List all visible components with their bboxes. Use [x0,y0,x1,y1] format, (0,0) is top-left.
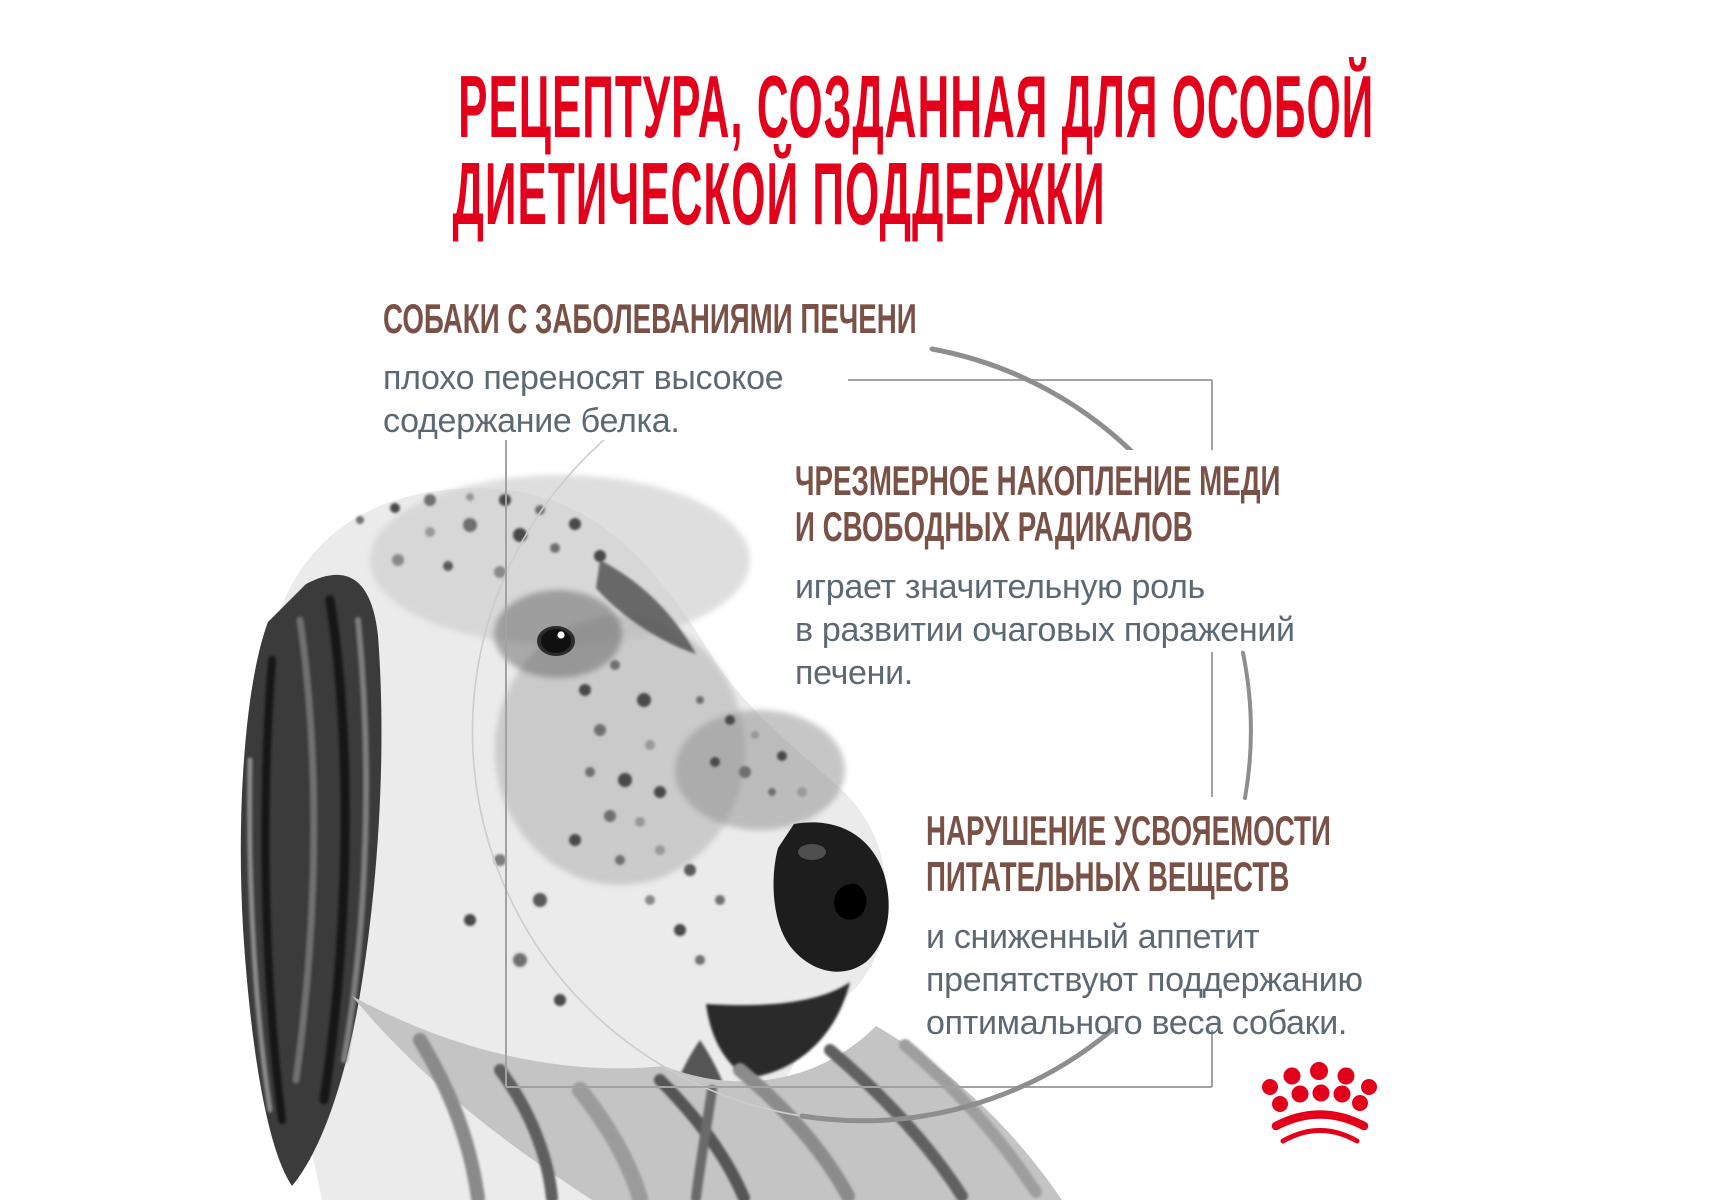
dog-eye [537,626,575,656]
title-line-1: РЕЦЕПТУРА, СОЗДАННАЯ ДЛЯ ОСОБОЙ [458,57,1375,156]
callout-2-heading: ЧРЕЗМЕРНОЕ НАКОПЛЕНИЕ МЕДИ И СВОБОДНЫХ РАДИКАЛОВ [795,457,1281,550]
callout-3-body: и сниженный аппетит препятствуют поддержанию оптимального веса собаки. [926,918,1363,1042]
callout-nutrient-absorption [918,800,1380,1045]
title-line-2: ДИЕТИЧЕСКОЙ ПОДДЕРЖКИ [452,144,1106,243]
connector-arc-1 [932,349,1145,465]
royal-canin-crown-icon [1262,1062,1377,1141]
callout-copper-accumulation [787,450,1400,695]
callout-1-body: плохо переносят высокое содержание белка. [383,359,784,440]
callout-liver-disease [375,288,917,440]
page-title [0,57,1558,243]
callout-3-heading: НАРУШЕНИЕ УСВОЯЕМОСТИ ПИТАТЕЛЬНЫХ ВЕЩЕСТВ [926,807,1331,900]
callout-1-heading: СОБАКИ С ЗАБОЛЕВАНИЯМИ ПЕЧЕНИ [383,295,917,342]
callout-2-body: играет значительную роль в развитии очаговых поражений печени. [795,568,1295,692]
